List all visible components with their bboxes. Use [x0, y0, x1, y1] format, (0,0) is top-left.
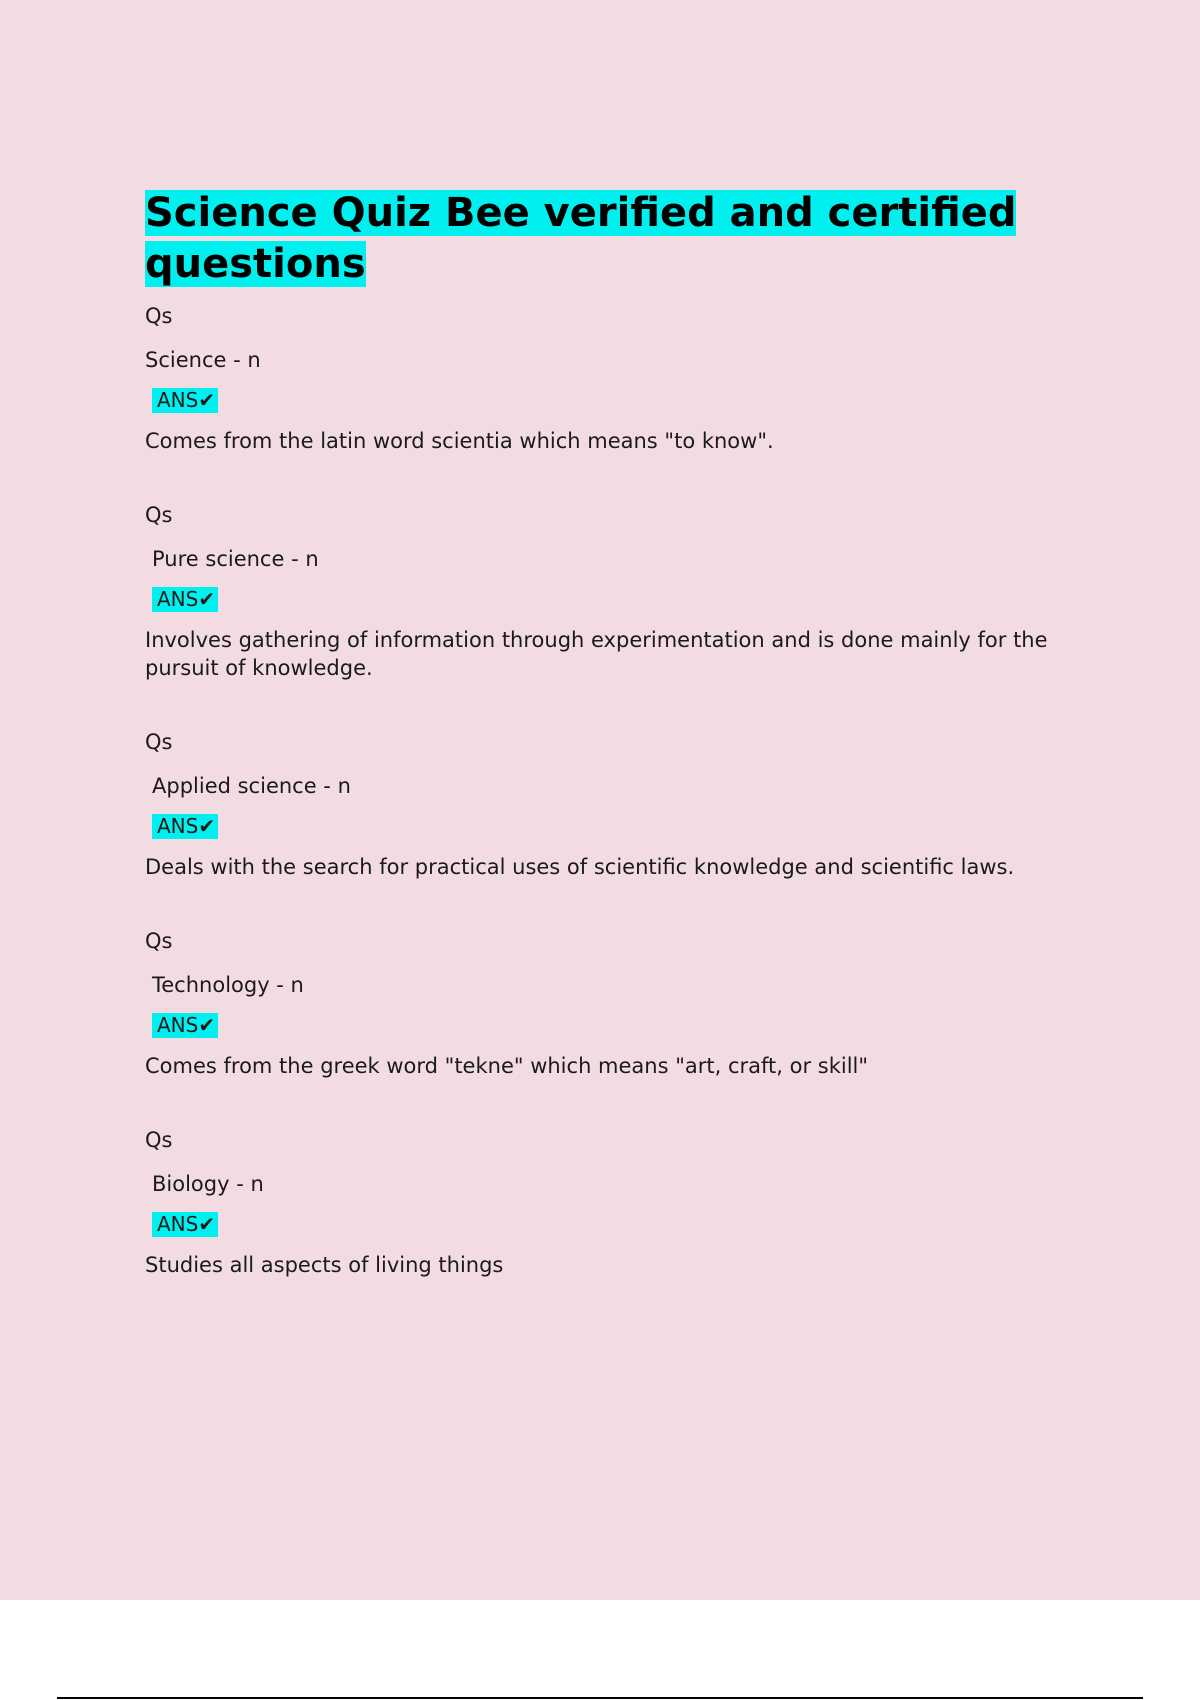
answer-text: Studies all aspects of living things — [145, 1253, 504, 1277]
question-label: Qs — [145, 503, 173, 527]
qa-item-3 — [145, 728, 1075, 881]
question-label: Qs — [145, 304, 173, 328]
question-term: Science - n — [145, 348, 261, 372]
qa-item-4 — [145, 927, 1075, 1080]
document-content — [145, 188, 1075, 1279]
document-title-text: Science Quiz Bee verified and certified questions — [145, 190, 1017, 287]
question-label: Qs — [145, 929, 173, 953]
answer-badge: ANS✔ — [152, 1013, 218, 1038]
question-label: Qs — [145, 730, 173, 754]
answer-text: Involves gathering of information through experimentation and is done mainly for the pursuit of knowledge. — [145, 628, 1048, 680]
question-label: Qs — [145, 1128, 173, 1152]
answer-text: Comes from the greek word "tekne" which means "art, craft, or skill" — [145, 1054, 869, 1078]
qa-item-2 — [145, 501, 1075, 682]
question-term: Biology - n — [152, 1172, 264, 1196]
answer-badge: ANS✔ — [152, 388, 218, 413]
question-term: Technology - n — [152, 973, 304, 997]
question-term: Pure science - n — [152, 547, 319, 571]
qa-item-5 — [145, 1126, 1075, 1279]
document-title — [145, 188, 1075, 290]
footer-divider — [57, 1697, 1143, 1699]
question-term: Applied science - n — [152, 774, 351, 798]
answer-badge: ANS✔ — [152, 1212, 218, 1237]
answer-text: Deals with the search for practical uses of scientific knowledge and scientific laws. — [145, 855, 1015, 879]
answer-badge: ANS✔ — [152, 814, 218, 839]
answer-text: Comes from the latin word scientia which means "to know". — [145, 429, 774, 453]
qa-item-1 — [145, 302, 1075, 455]
answer-badge: ANS✔ — [152, 587, 218, 612]
